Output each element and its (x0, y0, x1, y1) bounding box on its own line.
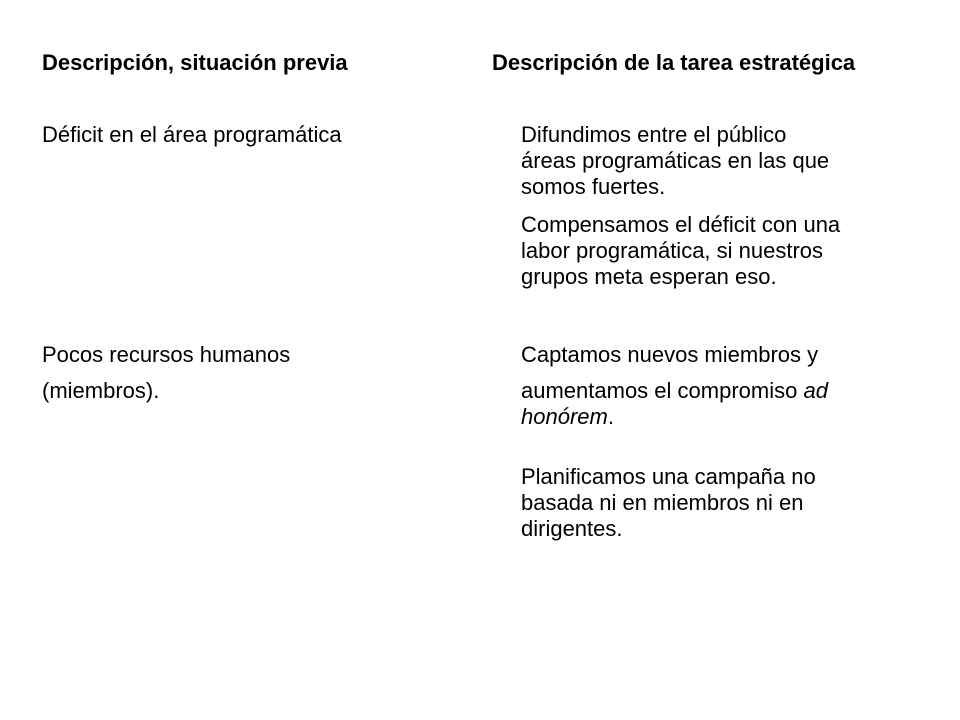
task-line: grupos meta esperan eso. (521, 264, 777, 289)
task-paragraph-3 (521, 342, 921, 368)
column-header-task: Descripción de la tarea estratégica (492, 50, 856, 75)
task-line: áreas programáticas en las que (521, 148, 830, 173)
task-line: somos fuertes. (521, 174, 666, 199)
task-text-italic: ad (803, 378, 828, 403)
task-line: basada ni en miembros ni en (521, 490, 804, 515)
task-line: Planificamos una campaña no (521, 464, 816, 489)
situation-text: (miembros). (42, 378, 160, 403)
situation-cell-2-continued (42, 378, 462, 404)
situation-text: Pocos recursos humanos (42, 342, 291, 367)
task-line: Difundimos entre el público (521, 122, 787, 147)
task-text: . (607, 404, 614, 429)
situation-text: Déficit en el área programática (42, 122, 342, 147)
task-line (521, 378, 921, 404)
task-line (521, 404, 921, 430)
column-header-situation: Descripción, situación previa (42, 50, 348, 75)
situation-cell-1 (42, 122, 462, 148)
task-text-italic: honórem (521, 404, 608, 429)
task-line: dirigentes. (521, 516, 623, 541)
task-paragraph-2 (521, 212, 921, 290)
situation-cell-2 (42, 342, 462, 368)
task-line: Captamos nuevos miembros y (521, 342, 819, 367)
task-paragraph-1 (521, 122, 921, 200)
task-paragraph-5 (521, 464, 921, 542)
task-line: Compensamos el déficit con una (521, 212, 841, 237)
task-text: aumentamos el compromiso (521, 378, 804, 403)
task-line: labor programática, si nuestros (521, 238, 824, 263)
task-paragraph-4 (521, 378, 921, 430)
